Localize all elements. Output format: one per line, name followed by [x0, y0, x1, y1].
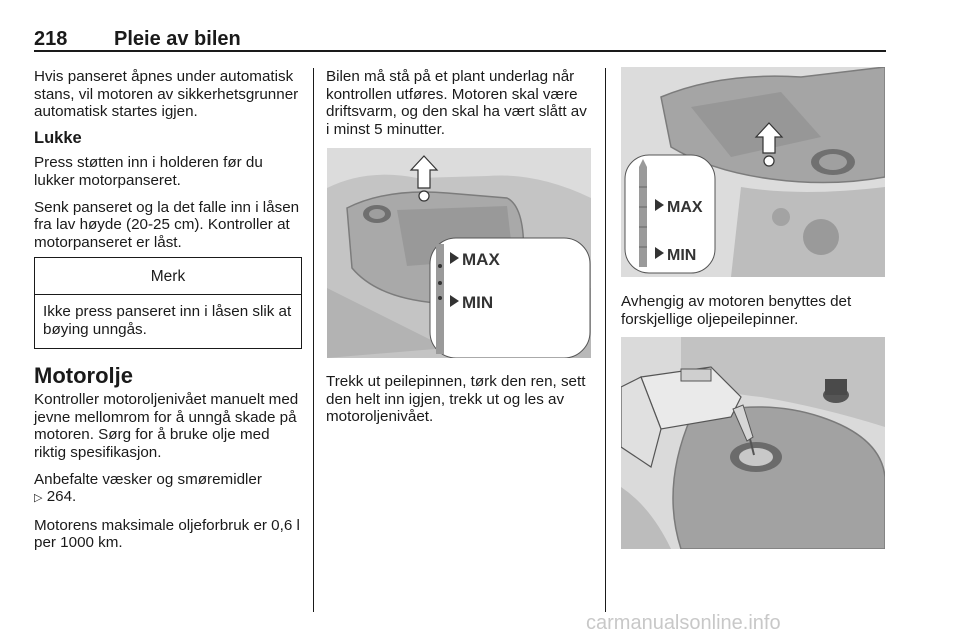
page-ref-link[interactable]: 264.: [46, 488, 77, 506]
close-paragraph-2: Senk panseret og la det falle inn i låsen fra lav høyde (20-25 cm). Kontroller at motorpanseret er låst.: [34, 198, 300, 251]
column-3: [621, 293, 885, 337]
pull-dipstick-paragraph: Trekk ut peilepinnen, tørk den ren, sett den helt inn igjen, trekk ut og les av motoroljenivået.: [326, 373, 586, 426]
close-heading: Lukke: [34, 128, 82, 147]
figure1-min-label: MIN: [462, 293, 494, 312]
intro-paragraph: Hvis panseret åpnes under automatisk stans, vil motoren av sikkerhetsgrunner automatisk startes igjen.: [34, 68, 299, 121]
oil-heading: Motorolje: [34, 363, 133, 389]
engine-dipstick-figure-1: [327, 148, 591, 358]
column-divider-2: [605, 68, 606, 612]
figure1-max-label: MAX: [462, 250, 500, 269]
page-number: 218: [34, 28, 68, 50]
column-divider-1: [313, 68, 314, 612]
page-ref-icon: ▷: [34, 492, 43, 505]
watermark: carmanualsonline.info: [586, 612, 781, 634]
figure2-max-label: MAX: [667, 199, 703, 216]
close-paragraph-1: Press støtten inn i holderen før du lukker motorpanseret.: [34, 154, 263, 189]
oil-filling-figure: [621, 337, 885, 549]
header-rule: [34, 50, 886, 52]
figure2-min-label: MIN: [667, 247, 697, 264]
oil-ref-text: Anbefalte væsker og smøremidler: [34, 470, 262, 488]
note-body: Ikke press panseret inn i låsen slik at bøying unngås.: [43, 302, 292, 338]
note-title: Merk: [35, 258, 301, 295]
oil-paragraph-1: Kontroller motoroljenivået manuelt med jevne mellomrom for å unngå skade på motoren. Sørg for å bruke olje med riktig spesifikasjon.: [34, 391, 299, 461]
note-box: [34, 257, 302, 349]
column-2: [326, 68, 594, 147]
page-header: [34, 28, 886, 52]
oil-paragraph-2: [34, 471, 302, 508]
column-1: [34, 68, 302, 561]
engine-dipstick-figure-2: [621, 67, 885, 277]
different-dipsticks-paragraph: Avhengig av motoren benyttes det forskjellige oljepeilepinner.: [621, 293, 852, 328]
column-2-lower: [326, 373, 594, 435]
oil-paragraph-3: Motorens maksimale oljeforbruk er 0,6 l per 1000 km.: [34, 516, 300, 552]
level-check-paragraph: Bilen må stå på et plant underlag når kontrollen utføres. Motoren skal være driftsvarm, og den skal ha vært slått av i minst 5 minutter.: [326, 68, 587, 138]
chapter-title: Pleie av bilen: [114, 28, 241, 50]
